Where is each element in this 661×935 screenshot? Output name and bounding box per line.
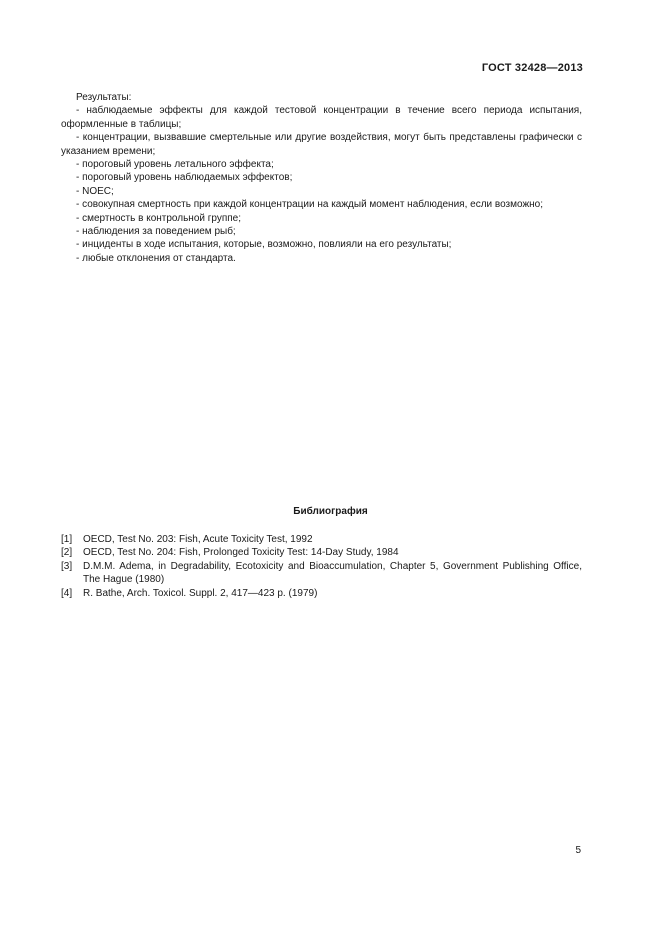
bibliography-title: Библиография <box>293 506 368 517</box>
bibliography-text: OECD, Test No. 203: Fish, Acute Toxicity Test, 1992 <box>83 534 313 545</box>
results-item: - совокупная смертность при каждой концентрации на каждый момент наблюдения, если возможно; <box>76 199 544 211</box>
results-item: - инциденты в ходе испытания, которые, возможно, повлияли на его результаты; <box>76 239 452 251</box>
bibliography-number: [1] <box>61 534 73 545</box>
results-item: - наблюдения за поведением рыб; <box>76 226 236 238</box>
document-code: ГОСТ 32428—2013 <box>481 62 583 74</box>
results-heading: Результаты: <box>76 92 132 103</box>
results-item: - смертность в контрольной группе; <box>76 212 242 224</box>
bibliography-entry <box>61 560 582 587</box>
results-item: - любые отклонения от стандарта. <box>76 252 236 264</box>
results-item: - наблюдаемые эффекты для каждой тестовой концентрации в течение всего периода испытания, оформленные в таблицы; <box>61 105 582 130</box>
results-item: - пороговый уровень наблюдаемых эффектов; <box>76 172 293 184</box>
results-item: - концентрации, вызвавшие смертельные или другие воздействия, могут быть представлены графически с указанием времени; <box>61 132 582 157</box>
results-section <box>61 91 582 265</box>
bibliography-entry <box>61 587 582 600</box>
results-item: - NOEC; <box>76 185 114 197</box>
bibliography-number: [4] <box>61 587 73 599</box>
bibliography-entry <box>61 546 582 559</box>
bibliography-text: D.M.M. Adema, in Degradability, Ecotoxicity and Bioaccumulation, Chapter 5, Government Publishing Office, The Hague (1980) <box>83 560 582 586</box>
bibliography-text: OECD, Test No. 204: Fish, Prolonged Toxicity Test: 14-Day Study, 1984 <box>83 547 399 559</box>
bibliography-number: [2] <box>61 547 73 559</box>
bibliography-number: [3] <box>61 560 73 572</box>
results-item: - пороговый уровень летального эффекта; <box>76 159 274 171</box>
page-number: 5 <box>575 845 581 856</box>
bibliography-text: R. Bathe, Arch. Toxicol. Suppl. 2, 417—423 p. (1979) <box>83 587 318 599</box>
bibliography-list <box>61 533 582 600</box>
bibliography-entry <box>61 533 582 546</box>
